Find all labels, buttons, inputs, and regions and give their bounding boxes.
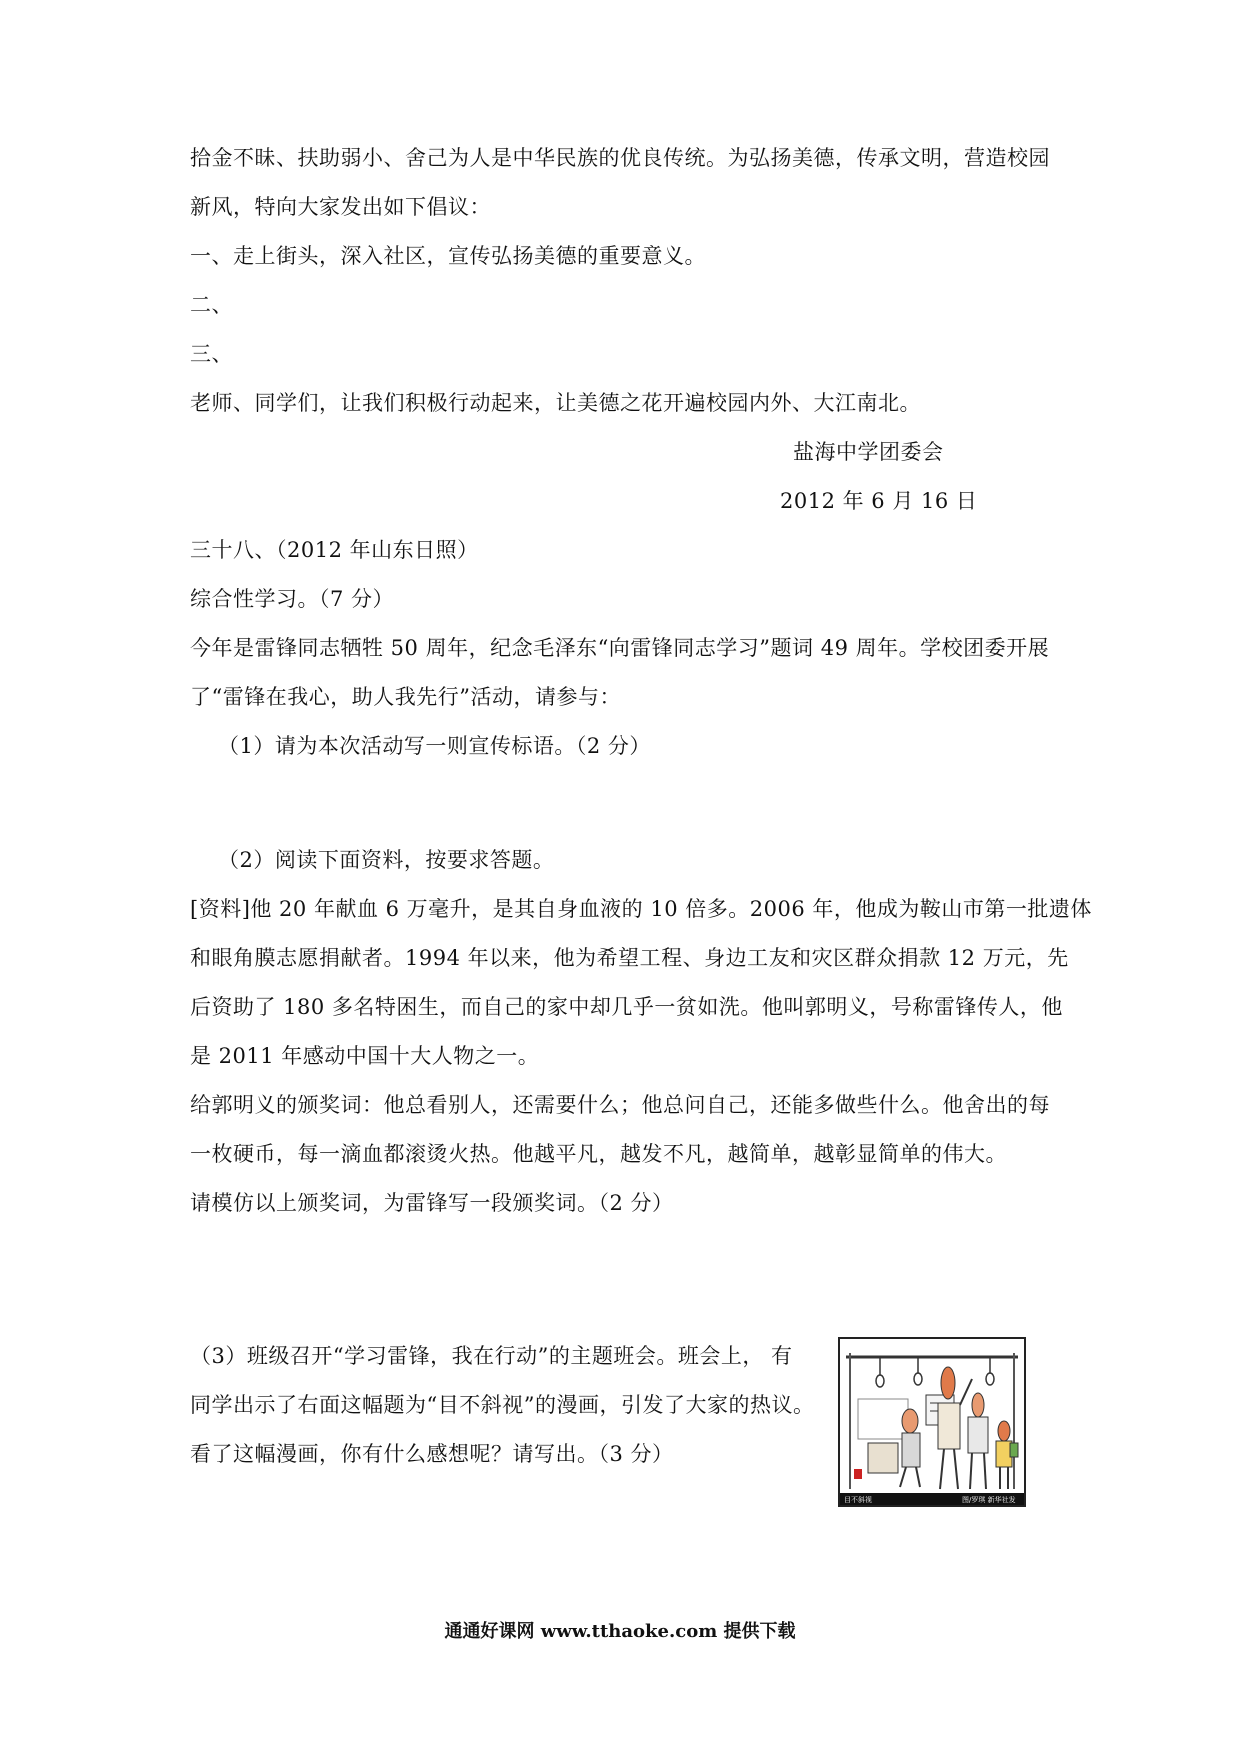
text-line: 后资助了 180 多名特困生，而自己的家中却几乎一贫如洗。他叫郭明义，号称雷锋传人，他	[190, 995, 1063, 1019]
text-line: 今年是雷锋同志牺牲 50 周年，纪念毛泽东“向雷锋同志学习”题词 49 周年。学校团委开展	[190, 636, 1050, 660]
text-line: 请模仿以上颁奖词，为雷锋写一段颁奖词。（2 分）	[190, 1191, 674, 1215]
cartoon-image	[838, 1337, 1026, 1507]
text-line: 新风，特向大家发出如下倡议：	[190, 195, 491, 219]
text-line: [资料]他 20 年献血 6 万毫升，是其自身血液的 10 倍多。2006 年，他成为鞍山市第一批遗体	[190, 897, 1092, 921]
cartoon-drawing	[840, 1339, 1024, 1505]
sub-question-1: （1）请为本次活动写一则宣传标语。（2 分）	[218, 734, 651, 758]
text-line: 一枚硬币，每一滴血都滚烫火热。他越平凡，越发不凡，越简单，越彰显简单的伟大。	[190, 1142, 1007, 1166]
question-heading: 三十八、（2012 年山东日照）	[190, 538, 479, 562]
text-line: 二、	[190, 293, 233, 317]
sub-question-3: （3）班级召开“学习雷锋，我在行动”的主题班会。班会上， 有	[190, 1344, 793, 1368]
text-line: 是 2011 年感动中国十大人物之一。	[190, 1044, 540, 1068]
text-line: 三、	[190, 342, 233, 366]
text-line: 综合性学习。（7 分）	[190, 587, 395, 611]
text-line: 和眼角膜志愿捐献者。1994 年以来，他为希望工程、身边工友和灾区群众捐款 12 万元，先	[190, 946, 1069, 970]
page-footer: 通通好课网 www.tthaoke.com 提供下载	[444, 1621, 796, 1642]
text-line: 看了这幅漫画，你有什么感想呢？请写出。（3 分）	[190, 1442, 674, 1466]
text-line: 一、走上街头，深入社区，宣传弘扬美德的重要意义。	[190, 244, 706, 268]
sub-question-2: （2）阅读下面资料，按要求答题。	[218, 848, 555, 872]
text-line: 给郭明义的颁奖词：他总看别人，还需要什么；他总问自己，还能多做些什么。他舍出的每	[190, 1093, 1050, 1117]
text-line: 老师、同学们，让我们积极行动起来，让美德之花开遍校园内外、大江南北。	[190, 391, 921, 415]
text-line: 拾金不昧、扶助弱小、舍己为人是中华民族的优良传统。为弘扬美德，传承文明，营造校园	[190, 146, 1050, 170]
text-line: 了“雷锋在我心，助人我先行”活动，请参与：	[190, 685, 621, 709]
signature-org: 盐海中学团委会	[793, 440, 944, 464]
text-line: 同学出示了右面这幅题为“目不斜视”的漫画，引发了大家的热议。	[190, 1393, 815, 1417]
signature-date: 2012 年 6 月 16 日	[780, 489, 978, 513]
cartoon-caption-left: 目不斜视	[844, 1496, 872, 1504]
cartoon-caption-right: 图/罗琪 新华社发	[962, 1496, 1016, 1504]
